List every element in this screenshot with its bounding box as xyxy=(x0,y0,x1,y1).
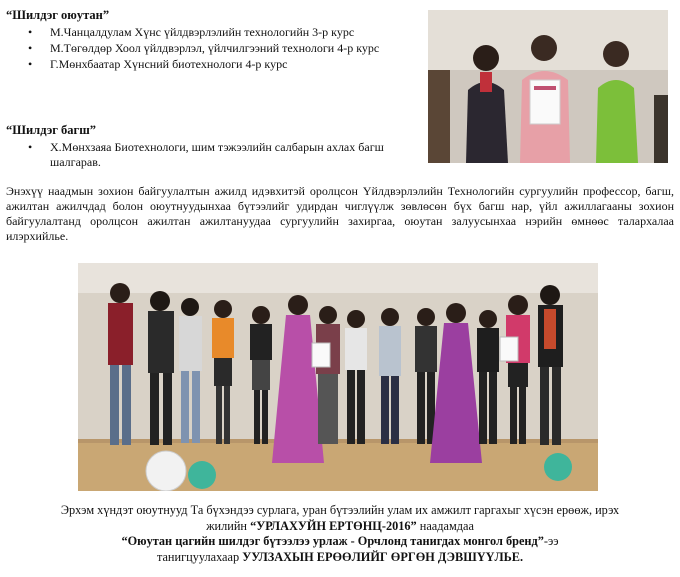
list-item: • М.Чанцалдулам Хүнс үйлдвэрлэлийн технологийн 3-р курс xyxy=(26,25,422,40)
group-photo xyxy=(78,263,598,491)
festival-name: “УРЛАХУЙН ЕРТӨНЦ-2016” xyxy=(250,518,417,533)
closing-line-1: Эрхэм хүндэт оюутнууд Та бүхэндээ сурлага, уран бүтээлийн улам их амжилт гаргахыг хүсэн ерөөж, ирэх xyxy=(60,503,620,517)
closing-line-2-post: наадамдаа xyxy=(416,518,474,533)
closing-text xyxy=(0,503,680,565)
closing-line-2-pre: жилийн xyxy=(206,518,251,533)
closing-line-4-pre: танигцуулахаар xyxy=(156,549,243,564)
thanks-paragraph: Энэхүү наадмын зохион байгуулалтын ажилд идэвхитэй оролцсон Үйлдвэрлэлийн Технологийн сургуулийн профессор, багш, ажилтан ажилчдад болон оюутнуудынхаа бүтээлийг удирдан чиглүүлж зөвлөсөн бүх багш нар, үйл ажиллагааны зохион байгуулалтанд оролцсон ажилтан ажилтануудаа сургуулийн захиргаа, оюутан залуусынхаа нэрийн өмнөөс талархалаа илэрхийлье. xyxy=(6,184,674,243)
best-student-heading: “Шилдэг оюутан” xyxy=(6,8,110,22)
list-item: • Х.Мөнхзаяа Биотехнологи, шим тэжээлийн салбарын ахлах багш шалгарав. xyxy=(26,140,422,170)
list-item: • Г.Мөнхбаатар Хүнсний биотехнологи 4-р курс xyxy=(26,57,422,72)
closing-line-3-post: -ээ xyxy=(543,534,559,548)
best-student-list xyxy=(26,25,422,73)
best-teacher-heading: “Шилдэг багш” xyxy=(6,123,97,137)
closing-wish: УУЛЗАХЫН ЕРӨӨЛИЙГ ӨРГӨН ДЭВШҮҮЛЬЕ. xyxy=(242,549,524,564)
list-item: • М.Төгөлдөр Хоол үйлдвэрлэл, үйлчилгээний технологи 4-р курс xyxy=(26,41,422,56)
award-photo xyxy=(428,10,668,163)
festival-slogan: “Оюутан цагийн шилдэг бүтээлээ урлаж - Орчлонд танигдах монгол бренд” xyxy=(121,534,544,548)
best-teacher-list xyxy=(26,140,422,171)
